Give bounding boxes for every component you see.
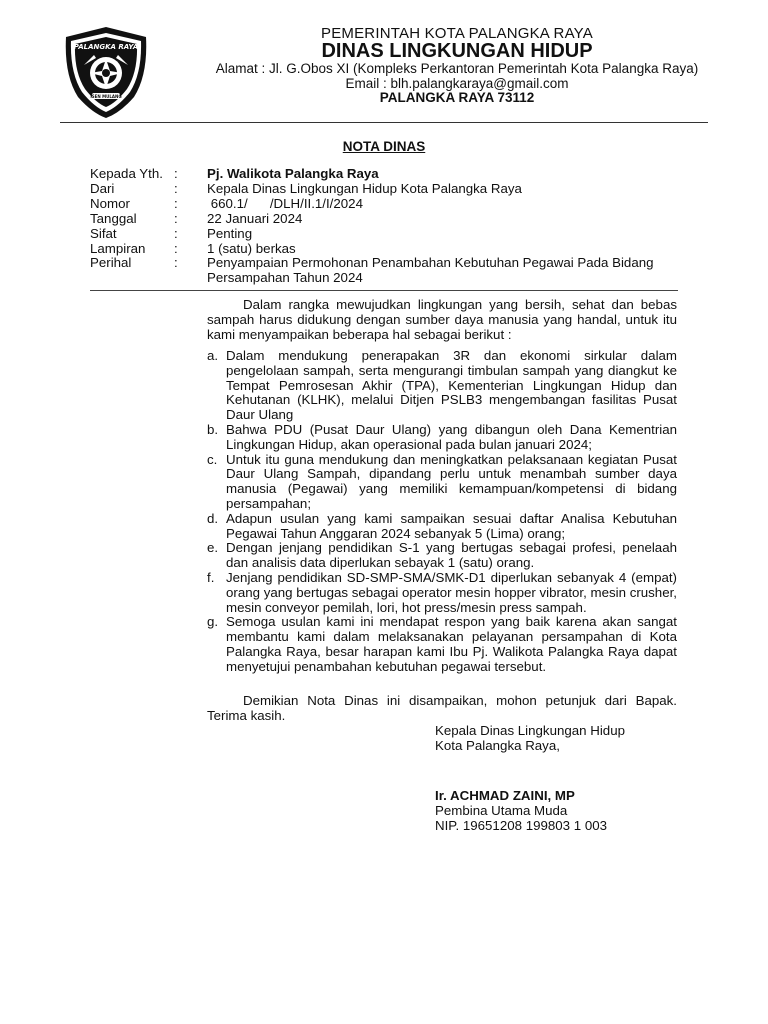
field-number: Nomor : 660.1/ /DLH/II.1/I/2024 [90,197,682,212]
logo-motto: ISEN MULANG [90,94,122,99]
field-value: Kepala Dinas Lingkungan Hidup Kota Palangka Raya [207,180,522,196]
list-item: b. Bahwa PDU (Pusat Daur Ulang) yang dibangun oleh Dana Kementrian Lingkungan Hidup, akan operasional pada bulan januari 2024; [207,421,677,452]
field-value: Penyampaian Permohonan Penambahan Kebutuhan Pegawai Pada Bidang Persampahan Tahun 2024 [207,255,654,286]
field-label: Tanggal [90,210,137,226]
memo-header-fields [90,167,682,286]
field-label: Sifat [90,225,117,241]
letterhead-divider [60,122,708,123]
field-value: 660.1/ /DLH/II.1/I/2024 [207,195,363,211]
letterhead-agency: DINAS LINGKUNGAN HIDUP [321,40,593,62]
list-item: g. Semoga usulan kami ini mendapat respon yang baik karena akan sangat membantu kami dalam melaksanakan pelayanan persampahan di Kota Palangka Raya, besar harapan kami Ibu Pj. Walikota Palangka Raya dapat menyetujui penambahan kebutuhan pegawai tersebut. [207,614,677,674]
field-value: Penting [207,225,253,241]
field-label: Lampiran [90,240,146,256]
field-label: Perihal [90,255,132,271]
point-list [207,349,677,675]
list-item: f. Jenjang pendidikan SD-SMP-SMA/SMK-D1 diperlukan sebanyak 4 (empat) orang yang bertugas sebagai operator mesin hopper vibrator, mesin crusher, mesin conveyor pemilah, lori, hot press/mesin press sampah. [207,569,677,615]
signatory-name: Ir. ACHMAD ZAINI, MP [435,788,575,803]
field-attachment: Lampiran : 1 (satu) berkas [90,242,682,257]
city-seal-logo [62,25,150,120]
list-item: c. Untuk itu guna mendukung dan meningkatkan pelaksanaan kegiatan Pusat Daur Ulang Sampah, dipandang perlu untuk menambah sumber daya manusia (Pegawai) yang memiliki kemampuan/kompetensi di bidang persampahan; [207,451,677,511]
header-divider [90,290,678,291]
letterhead-address: Alamat : Jl. G.Obos XI (Kompleks Perkantoran Pemerintah Kota Palangka Raya) [215,61,699,76]
field-recipient: Kepada Yth. : Pj. Walikota Palangka Raya [90,167,682,182]
letterhead-government: PEMERINTAH KOTA PALANGKA RAYA [321,25,593,42]
field-value: Pj. Walikota Palangka Raya [207,166,379,181]
document-title: NOTA DINAS [342,139,426,154]
list-item: e. Dengan jenjang pendidikan S-1 yang bertugas sebagai profesi, penelaah dan analisis data diperlukan sebayak 1 (satu) orang. [207,540,677,571]
letterhead-city: PALANGKA RAYA 73112 [379,90,535,105]
field-value: 22 Januari 2024 [207,210,303,226]
closing-paragraph: Demikian Nota Dinas ini disampaikan, mohon petunjuk dari Bapak. Terima kasih. [207,693,677,723]
field-nature: Sifat : Penting [90,227,682,242]
field-sender: Dari : Kepala Dinas Lingkungan Hidup Kota Palangka Raya [90,182,682,197]
signatory-rank: Pembina Utama Muda [435,803,568,818]
field-subject: Perihal : Penyampaian Permohonan Penambahan Kebutuhan Pegawai Pada Bidang Persampahan Tahun 2024 [90,256,682,286]
field-value: 1 (satu) berkas [207,240,296,256]
list-item: a. Dalam mendukung penerapakan 3R dan ekonomi sirkular dalam pengelolaan sampah, serta mengurangi timbulan sampah yang diangkut ke Tempat Pemrosesan Akhir (TPA), Kementerian Lingkungan Hidup dan Kehutanan (KLHK), melalui Ditjen PSLB3 mengembangan fasilitas Pusat Daur Ulang [207,348,677,423]
field-label: Dari [90,180,115,196]
field-label: Kepada Yth. [90,166,163,181]
field-date: Tanggal : 22 Januari 2024 [90,212,682,227]
list-item: d. Adapun usulan yang kami sampaikan sesuai daftar Analisa Kebutuhan Pegawai Tahun Anggaran 2024 sebanyak 5 (Lima) orang; [207,510,677,541]
logo-lettering: PALANGKA RAYA [73,43,139,51]
signatory-nip: NIP. 19651208 199803 1 003 [435,818,608,833]
signatory-details [435,788,607,833]
field-label: Nomor [90,195,130,211]
letterhead-email: Email : blh.palangkaraya@gmail.com [345,76,569,91]
intro-paragraph: Dalam rangka mewujudkan lingkungan yang bersih, sehat dan bebas sampah harus didukung dengan sumber daya manusia yang handal, untuk itu kami menyampaikan beberapa hal sebagai berikut : [207,297,677,342]
signatory-position: Kepala Dinas Lingkungan Hidup Kota Palangka Raya, [435,723,625,753]
